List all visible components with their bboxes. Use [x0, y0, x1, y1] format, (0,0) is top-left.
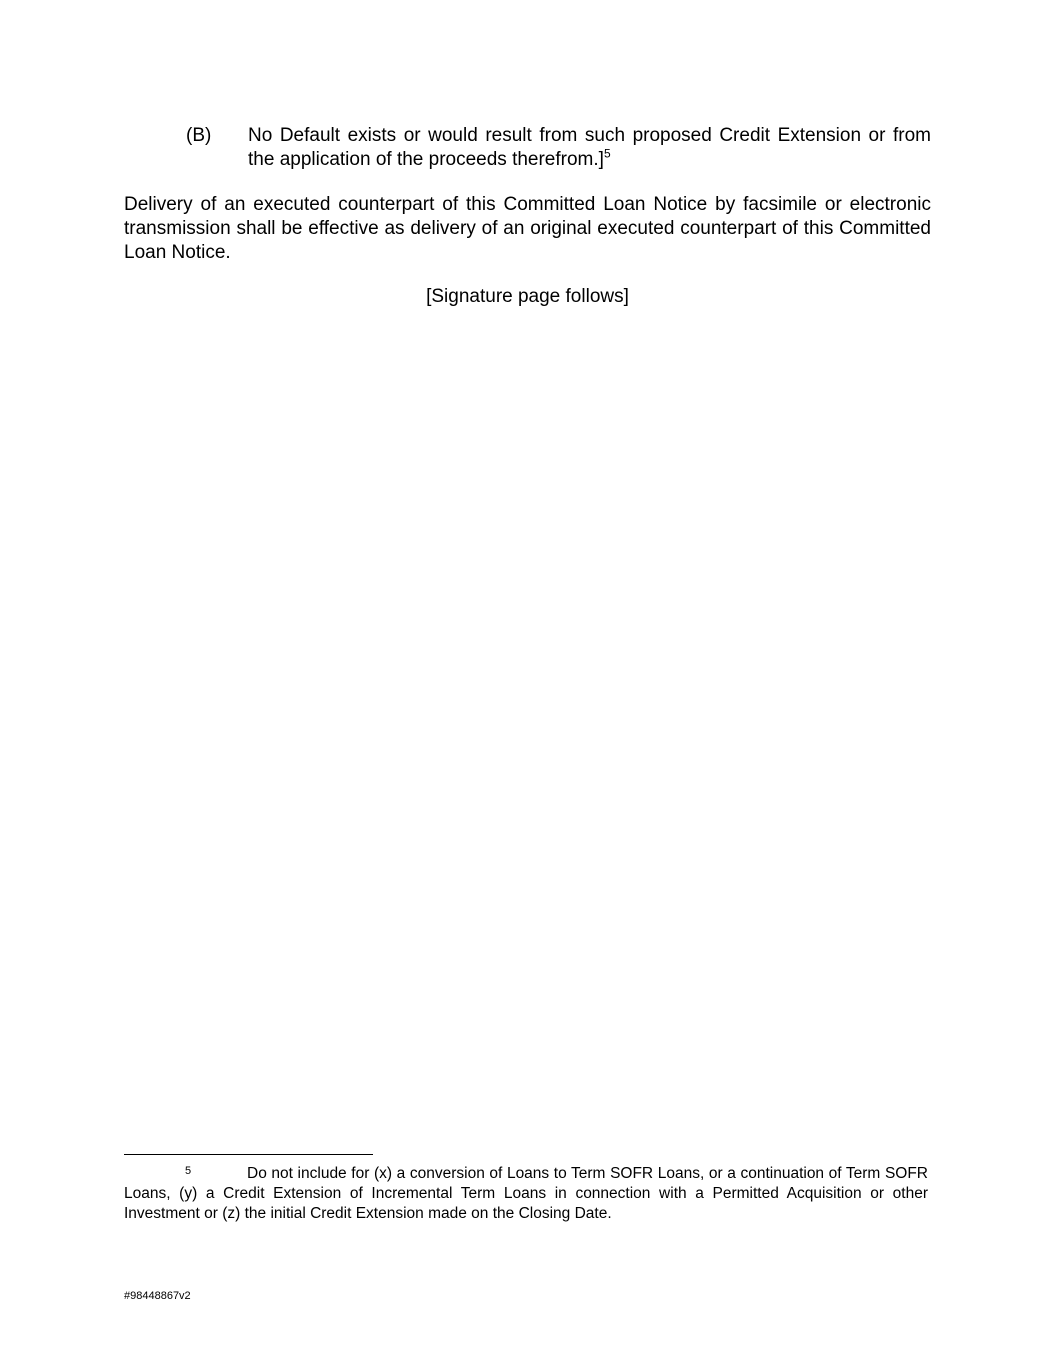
footnote-number: 5: [185, 1165, 192, 1177]
document-id: #98448867v2: [124, 1290, 191, 1302]
delivery-paragraph: Delivery of an executed counterpart of this Committed Loan Notice by facsimile or electronic transmission shall be effective as delivery of an original executed counterpart of this Committed Loan Notice.: [124, 194, 931, 263]
footnote: [124, 1164, 928, 1224]
footnote-text: Do not include for (x) a conversion of Loans to Term SOFR Loans, or a continuation of Term SOFR Loans, (y) a Credit Extension of Incremental Term Loans in connection with a Permitted Acquisition or other Investment or (z) the initial Credit Extension made on the Closing Date.: [124, 1165, 928, 1222]
footnote-separator: [124, 1154, 373, 1155]
clause-text: No Default exists or would result from such proposed Credit Extension or from the application of the proceeds therefrom.]: [248, 125, 931, 170]
footnote-reference[interactable]: 5: [603, 146, 611, 161]
signature-page-notice: [Signature page follows]: [426, 286, 629, 307]
clause-text-block: [248, 124, 931, 172]
clause-label: (B): [186, 125, 212, 146]
